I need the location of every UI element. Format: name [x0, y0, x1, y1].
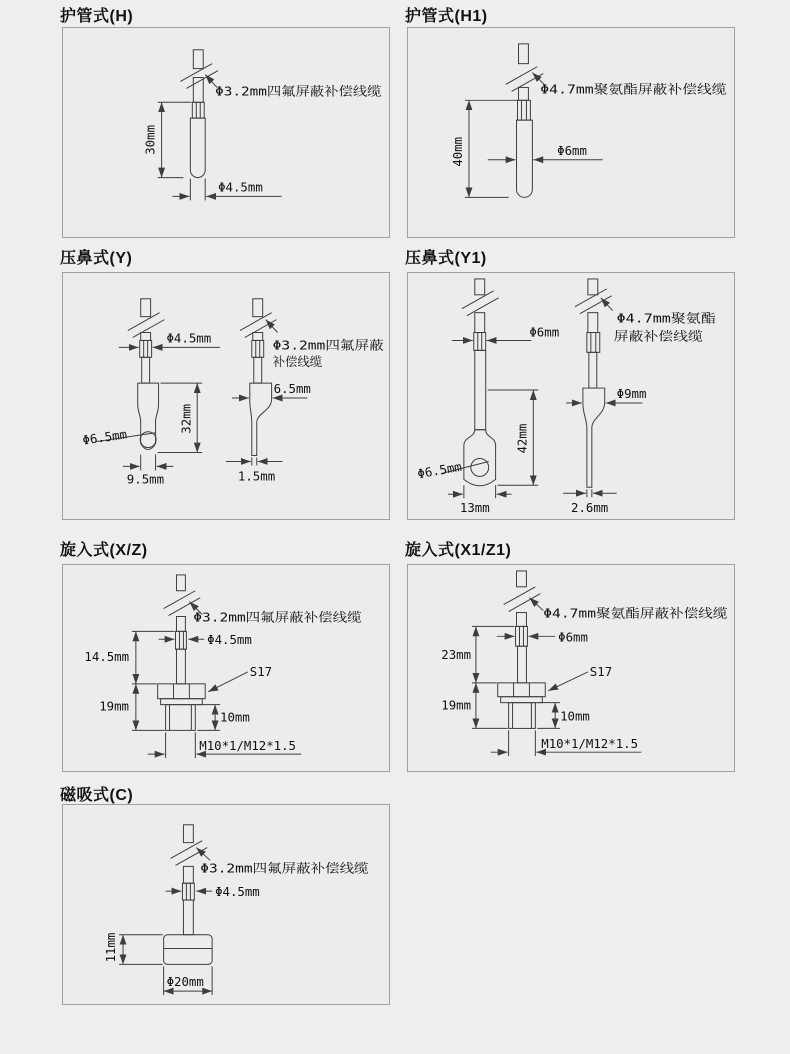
dim-label-hex-size: S17 — [589, 664, 613, 679]
dim-label-thread-spec: M10*1/M12*1.5 — [541, 737, 639, 752]
probe-drawing-tube-h1 — [408, 28, 734, 237]
cable — [180, 50, 218, 102]
crimp-collar — [474, 333, 486, 351]
cable-spec-label-line2: 补偿线缆 — [272, 354, 323, 370]
probe-body — [517, 120, 533, 197]
cable-spec-label-line2: 屏蔽补偿线缆 — [613, 328, 704, 344]
threaded-stud — [509, 703, 536, 729]
dimension-side-width — [566, 386, 646, 403]
dimension-tip-thickness — [226, 458, 283, 484]
dimension-body-length — [158, 383, 203, 452]
dim-label-length: 30mm — [143, 124, 158, 155]
dim-label-thread-spec: M10*1/M12*1.5 — [199, 739, 296, 754]
dimension-thread-spec — [491, 730, 642, 756]
dim-label-hex-size: S17 — [249, 664, 273, 679]
dimension-thread-spec — [148, 732, 302, 758]
dimension-length — [144, 102, 192, 177]
dimension-probe-diameter — [497, 630, 588, 644]
probe-drawing-nose-y1 — [408, 273, 734, 519]
cable-side — [575, 279, 612, 333]
panel-screw-xz — [62, 564, 390, 772]
cable-spec-label: Φ3.2mm四氟屏蔽补偿线缆 — [193, 610, 337, 625]
dimension-lower-length — [99, 684, 164, 731]
dim-label-thread-length: 10mm — [220, 710, 250, 725]
dimension-hole-diameter — [416, 459, 489, 482]
probe-drawing-tube-h — [63, 28, 389, 237]
dim-label-upper-length: 23mm — [441, 648, 472, 663]
dimension-thread-length — [197, 705, 250, 731]
cable-break-icon — [504, 587, 541, 612]
dim-label-side-width: Φ9mm — [616, 385, 647, 401]
panel-title-tube-h: 护管式(H) — [60, 8, 134, 25]
panel-title-nose-y1: 压鼻式(Y1) — [405, 250, 487, 267]
mounting-hole — [471, 458, 489, 476]
panel-screw-x1z1 — [407, 564, 735, 772]
dim-label-diameter: Φ4.5mm — [218, 180, 263, 195]
cable-spec-label: Φ3.2mm四氟屏蔽补偿线缆 — [215, 84, 383, 99]
dimension-length — [451, 100, 517, 197]
dim-label-thread-length: 10mm — [560, 709, 590, 724]
dim-label-body-length: 32mm — [178, 403, 194, 434]
cable-spec-label-line1: Φ3.2mm四氟屏蔽 — [272, 337, 385, 353]
dim-label-magnet-diameter: Φ20mm — [166, 975, 204, 990]
dim-label-probe-diameter: Φ4.5mm — [215, 885, 260, 900]
probe-drawing-screw-xz — [63, 565, 389, 771]
dim-label-probe-diameter: Φ6mm — [558, 630, 588, 645]
probe-body — [138, 357, 159, 449]
hex-leader — [548, 665, 612, 691]
probe-drawing-nose-y — [63, 273, 389, 519]
panel-nose-y1 — [407, 272, 735, 520]
dimension-upper-length — [441, 626, 514, 682]
panel-title-nose-y: 压鼻式(Y) — [60, 250, 133, 267]
crimp-collar — [192, 102, 204, 118]
dim-label-lower-length: 19mm — [99, 699, 129, 714]
dimension-diameter — [488, 144, 603, 160]
crimp-collar — [182, 883, 194, 900]
probe-drawing-magnet-c — [63, 805, 389, 1004]
panel-title-tube-h1: 护管式(H1) — [405, 8, 488, 25]
probe-body-side — [250, 357, 272, 455]
dimension-diameter — [173, 179, 282, 201]
cable-break-icon — [180, 64, 218, 89]
probe-drawing-screw-x1z1 — [408, 565, 734, 771]
threaded-stud — [166, 705, 196, 731]
dimension-tip-thickness — [563, 489, 617, 515]
leader-arrow — [601, 298, 613, 311]
dim-label-diameter: Φ6mm — [557, 143, 587, 158]
dim-label-side-width: 6.5mm — [273, 381, 311, 397]
panel-title-screw-xz: 旋入式(X/Z) — [60, 542, 148, 559]
cable — [506, 44, 544, 100]
leader-arrow — [266, 320, 278, 333]
hex-leader — [208, 665, 272, 692]
dim-label-probe-diameter: Φ4.5mm — [207, 633, 252, 648]
dimension-magnet-height — [104, 933, 163, 965]
cable-spec-label-line1: Φ4.7mm聚氨酯 — [616, 310, 716, 326]
crimp-collar — [518, 100, 531, 120]
panel-tube-h1 — [407, 27, 735, 238]
leader-arrow — [529, 598, 543, 611]
probe-body — [190, 118, 205, 177]
probe-body-side — [583, 352, 605, 487]
cable-spec-label: Φ4.7mm聚氨酯屏蔽补偿线缆 — [540, 82, 697, 97]
dimension-thread-length — [537, 703, 590, 729]
dim-label-upper-length: 14.5mm — [84, 650, 130, 665]
dim-label-hole-diameter: Φ6.5mm — [81, 426, 128, 448]
dim-label-top-diameter: Φ6mm — [529, 324, 560, 340]
crimp-collar — [516, 626, 528, 646]
dimension-probe-diameter — [159, 633, 252, 647]
cable — [504, 571, 541, 626]
dim-label-tip-thickness: 2.6mm — [571, 500, 609, 516]
hex-nut — [158, 684, 206, 705]
dim-label-body-width: 13mm — [459, 500, 490, 516]
dim-label-hole-diameter: Φ6.5mm — [416, 458, 463, 482]
cable — [128, 299, 165, 341]
probe-stem — [518, 646, 527, 683]
dimension-top-diameter — [452, 324, 559, 340]
panel-title-magnet-c: 磁吸式(C) — [60, 787, 134, 804]
crimp-collar — [175, 631, 186, 649]
dim-label-body-length: 42mm — [514, 423, 530, 454]
cable-spec-label: Φ4.7mm聚氨酯屏蔽补偿线缆 — [543, 606, 700, 621]
dim-label-length: 40mm — [451, 136, 466, 167]
dimension-hole-diameter — [81, 427, 155, 448]
hex-nut — [498, 683, 546, 703]
dimension-body-width — [448, 485, 511, 515]
magnet-body — [164, 935, 213, 965]
dimension-body-width — [123, 455, 174, 487]
cable — [171, 825, 208, 935]
cable-break-icon — [575, 289, 612, 314]
panel-title-screw-x1z1: 旋入式(X1/Z1) — [405, 542, 512, 559]
dim-label-top-diameter: Φ4.5mm — [166, 330, 212, 346]
panel-magnet-c — [62, 804, 390, 1005]
cable-spec-label: Φ3.2mm四氟屏蔽补偿线缆 — [200, 861, 344, 876]
probe-body — [464, 350, 496, 485]
crimp-collar — [140, 340, 152, 357]
crimp-collar-side — [252, 340, 264, 357]
dim-label-lower-length: 19mm — [441, 698, 472, 713]
dimension-probe-diameter — [166, 885, 260, 899]
cable — [462, 279, 499, 333]
crimp-collar-side — [587, 333, 600, 353]
dim-label-body-width: 9.5mm — [126, 471, 165, 487]
dimension-top-diameter — [119, 330, 220, 347]
cable-side — [240, 299, 277, 341]
panel-nose-y — [62, 272, 390, 520]
dim-label-tip-thickness: 1.5mm — [237, 468, 276, 484]
probe-stem — [176, 649, 185, 684]
dim-label-magnet-height: 11mm — [104, 932, 119, 963]
panel-tube-h — [62, 27, 390, 238]
dimension-magnet-diameter — [164, 966, 213, 995]
